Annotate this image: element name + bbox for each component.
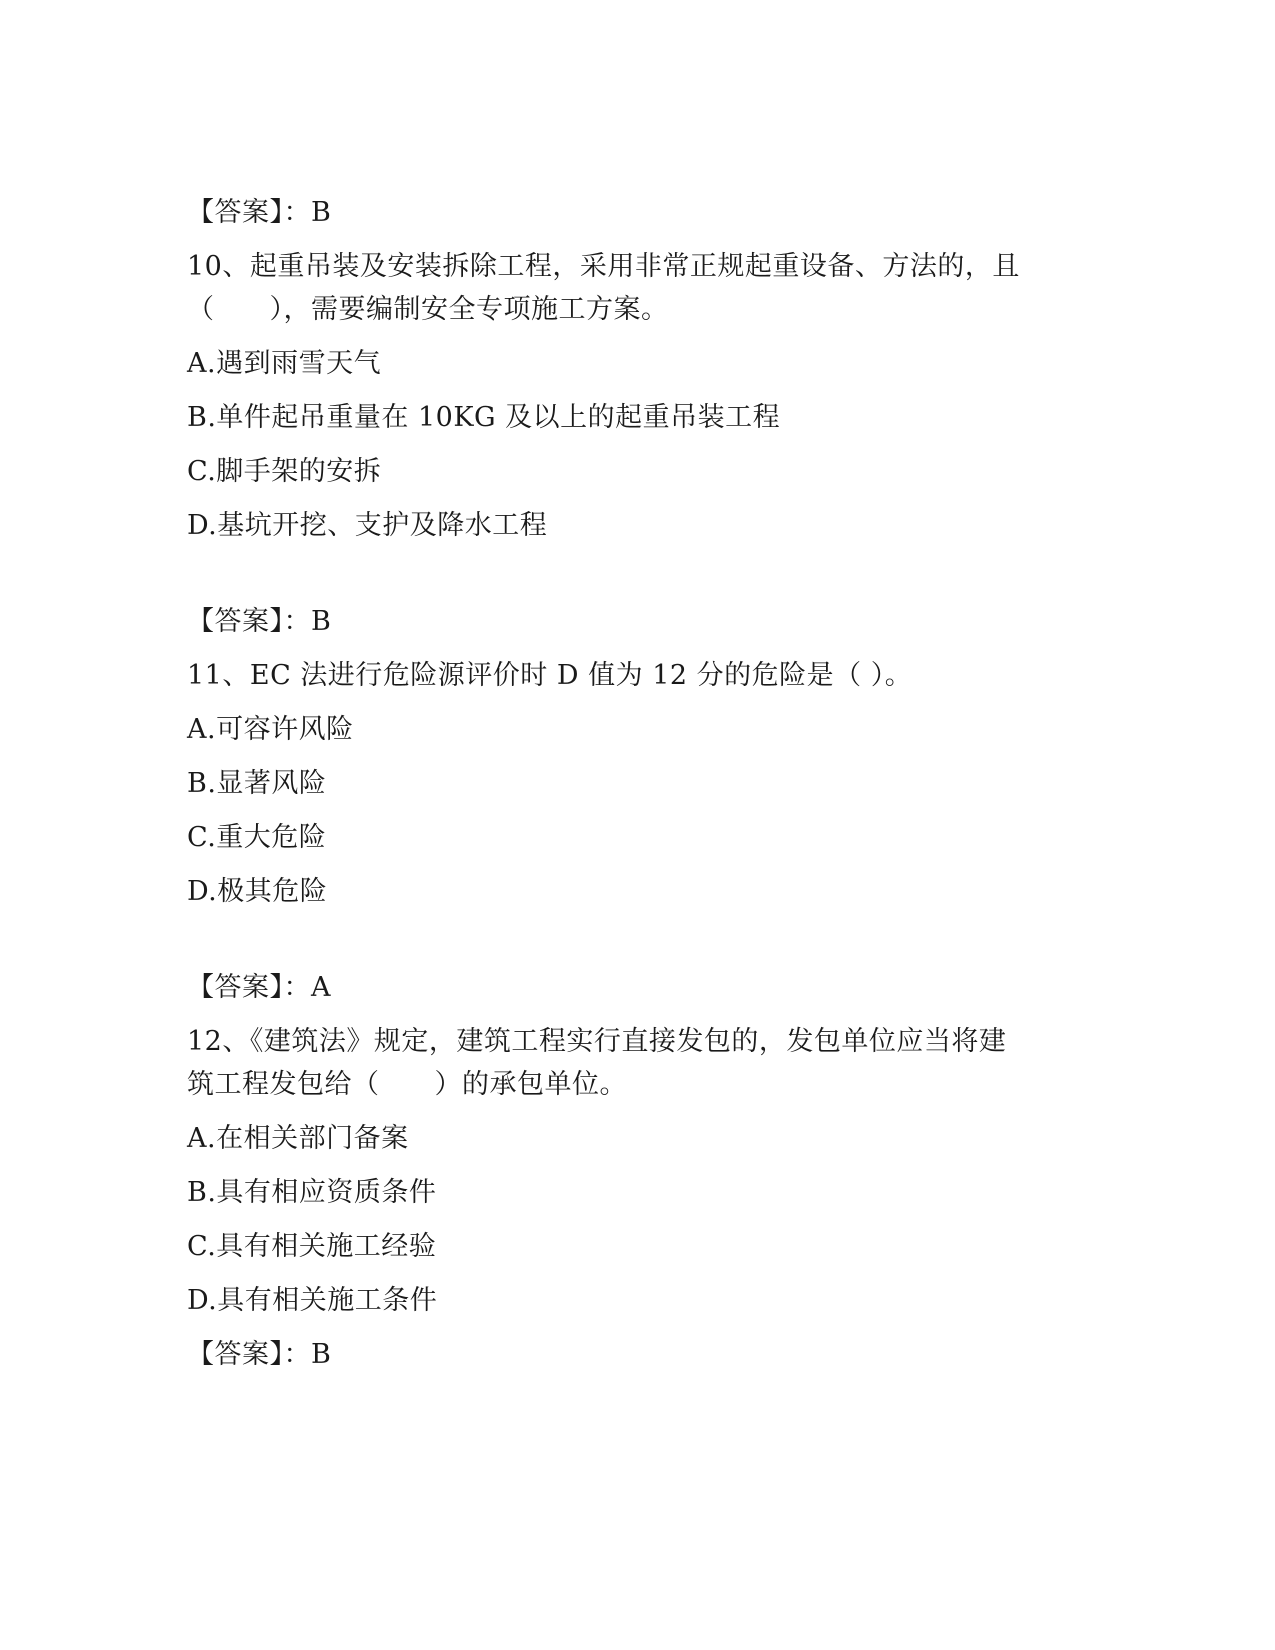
question-12-option-d: D.具有相关施工条件 bbox=[187, 1285, 438, 1316]
question-12-option-b: B.具有相应资质条件 bbox=[187, 1177, 437, 1208]
question-11-option-c: C.重大危险 bbox=[187, 822, 327, 853]
question-11-answer: 【答案】：A bbox=[187, 972, 331, 1003]
question-11-option-d: D.极其危险 bbox=[187, 876, 328, 907]
question-11-option-b: B.显著风险 bbox=[187, 768, 327, 799]
question-10-option-a: A.遇到雨雪天气 bbox=[187, 348, 382, 379]
question-10-stem-line-1: 10、起重吊装及安装拆除工程，采用非常正规起重设备、方法的，且 bbox=[187, 251, 1020, 282]
question-12-option-a: A.在相关部门备案 bbox=[187, 1123, 409, 1154]
question-12-stem-line-1: 12、《建筑法》规定，建筑工程实行直接发包的，发包单位应当将建 bbox=[187, 1026, 1007, 1057]
answer-line: 【答案】：B bbox=[187, 197, 332, 228]
question-10-option-b: B.单件起吊重量在 10KG 及以上的起重吊装工程 bbox=[187, 402, 781, 433]
question-10-answer: 【答案】：B bbox=[187, 606, 332, 637]
question-12-answer: 【答案】：B bbox=[187, 1339, 332, 1370]
question-11-option-a: A.可容许风险 bbox=[187, 714, 354, 745]
question-10-option-c: C.脚手架的安拆 bbox=[187, 456, 382, 487]
question-11-stem-line-1: 11、EC 法进行危险源评价时 D 值为 12 分的危险是（ ）。 bbox=[187, 660, 913, 691]
question-10-stem-line-2: （ ），需要编制安全专项施工方案。 bbox=[187, 294, 669, 325]
question-10-option-d: D.基坑开挖、支护及降水工程 bbox=[187, 510, 548, 541]
question-12-option-c: C.具有相关施工经验 bbox=[187, 1231, 437, 1262]
question-12-stem-line-2: 筑工程发包给（ ）的承包单位。 bbox=[187, 1069, 627, 1100]
